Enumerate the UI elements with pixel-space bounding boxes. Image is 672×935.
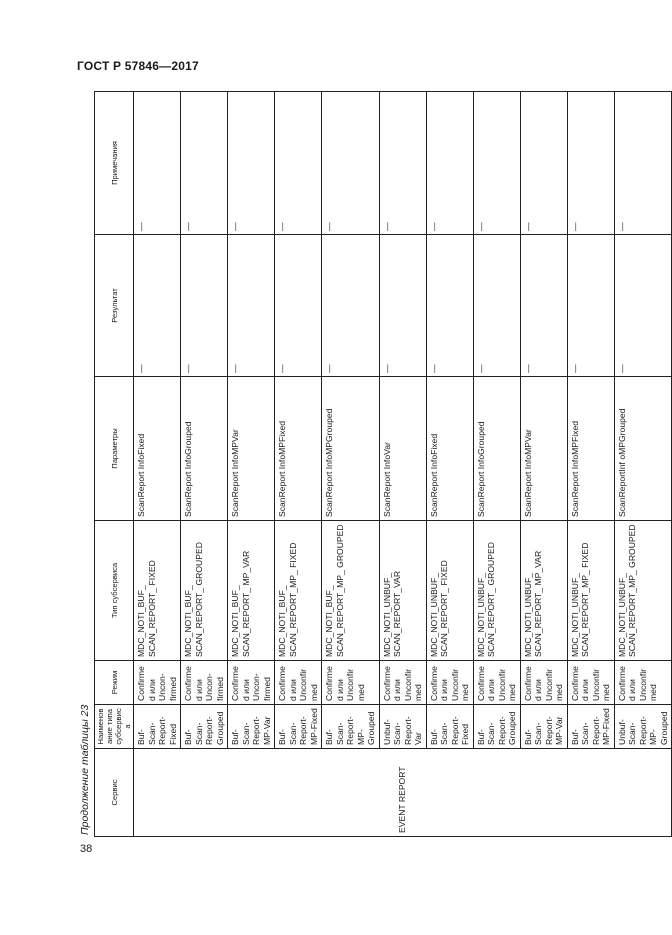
result-cell: — [322, 235, 380, 377]
table-row [322, 92, 380, 837]
subservice-name-cell: Buf-Scan-Report-MP-Fixed [567, 705, 614, 749]
subservice-name-cell: Buf-Scan-Report-MP-Grouped [322, 705, 380, 749]
parameters-cell: ScanReport InfoFixed [134, 377, 181, 521]
table-row [228, 92, 275, 837]
subservice-name-cell: Buf-Scan-Report-MP-Var [520, 705, 567, 749]
header-service: Сервис [95, 749, 134, 837]
table-row [379, 92, 426, 837]
header-mode: Режим [95, 661, 134, 705]
result-cell: — [426, 235, 473, 377]
page-number: 38 [80, 843, 93, 855]
service-cell: EVENT REPORT [134, 749, 672, 837]
subservice-type-cell: MDC_NOTI_BUF_ SCAN_REPORT_ FIXED [134, 521, 181, 661]
subservice-name-cell: Unbuf-Scan-Report-MP-Grouped [614, 705, 672, 749]
parameters-cell: ScanReport InfoFixed [426, 377, 473, 521]
notes-cell: — [275, 92, 322, 235]
header-subservice-name: Наименование типа субсервиса [95, 705, 134, 749]
parameters-cell: ScanReport InfoMPFixed [567, 377, 614, 521]
subservice-type-cell: MDC_NOTI_BUF_ SCAN_REPORT_MP_ FIXED [275, 521, 322, 661]
parameters-cell: ScanReport InfoGrouped [473, 377, 520, 521]
mode-cell: Confirmed или Unconfirmed [426, 661, 473, 705]
subservice-type-cell: MDC_NOTI_BUF_ SCAN_REPORT_ GROUPED [181, 521, 228, 661]
table-row [473, 92, 520, 837]
notes-cell: — [228, 92, 275, 235]
header-subservice-type: Тип субсервиса [95, 521, 134, 661]
subservice-type-cell: MDC_NOTI_BUF_ SCAN_REPORT_MP_ GROUPED [322, 521, 380, 661]
subservice-type-cell: MDC_NOTI_UNBUF_ SCAN_REPORT_VAR [379, 521, 426, 661]
table-row [426, 92, 473, 837]
service-table [94, 91, 672, 837]
mode-cell: Confirmed или Unconfirmed [275, 661, 322, 705]
notes-cell: — [322, 92, 380, 235]
table-row [520, 92, 567, 837]
subservice-type-cell: MDC_NOTI_UNBUF_ SCAN_REPORT_MP_ FIXED [567, 521, 614, 661]
table-row [275, 92, 322, 837]
result-cell: — [614, 235, 672, 377]
table-body [134, 92, 672, 837]
subservice-name-cell: Unbuf-Scan-Report-Var [379, 705, 426, 749]
subservice-name-cell: Buf-Scan-Report-MP-Var [228, 705, 275, 749]
notes-cell: — [614, 92, 672, 235]
mode-cell: Confirmed или Unconfirmed [322, 661, 380, 705]
result-cell: — [379, 235, 426, 377]
subservice-name-cell: Buf-Scan-Report-Grouped [181, 705, 228, 749]
parameters-cell: ScanReport InfoGrouped [181, 377, 228, 521]
notes-cell: — [379, 92, 426, 235]
document-header: ГОСТ Р 57846—2017 [77, 59, 199, 73]
result-cell: — [181, 235, 228, 377]
notes-cell: — [134, 92, 181, 235]
mode-cell: Confirmed или Unconfirmed [520, 661, 567, 705]
table-caption: Продолжение таблицы 23 [79, 704, 91, 835]
subservice-type-cell: MDC_NOTI_UNBUF_ SCAN_REPORT_ FIXED [426, 521, 473, 661]
result-cell: — [134, 235, 181, 377]
table-row [567, 92, 614, 837]
parameters-cell: ScanReport InfoVar [379, 377, 426, 521]
notes-cell: — [567, 92, 614, 235]
mode-cell: Confirmed или Unconfirmed [567, 661, 614, 705]
subservice-name-cell: Buf-Scan-Report-Fixed [426, 705, 473, 749]
result-cell: — [567, 235, 614, 377]
notes-cell: — [473, 92, 520, 235]
mode-cell: Confirmed или Uncon-firmed [134, 661, 181, 705]
subservice-type-cell: MDC_NOTI_UNBUF_ SCAN_REPORT_MP_ GROUPED [614, 521, 672, 661]
subservice-name-cell: Buf-Scan-Report-Fixed [134, 705, 181, 749]
subservice-name-cell: Buf-Scan-Report-Grouped [473, 705, 520, 749]
header-notes: Примечания [95, 92, 134, 235]
subservice-name-cell: Buf-Scan-Report-MP-Fixed [275, 705, 322, 749]
result-cell: — [228, 235, 275, 377]
mode-cell: Confirmed или Unconfirmed [379, 661, 426, 705]
table-row [614, 92, 672, 837]
mode-cell: Confirmed или Uncon-firmed [181, 661, 228, 705]
result-cell: — [473, 235, 520, 377]
parameters-cell: ScanReport InfoMPGrouped [322, 377, 380, 521]
mode-cell: Confirmed или Uncon-firmed [228, 661, 275, 705]
table-row [181, 92, 228, 837]
result-cell: — [520, 235, 567, 377]
parameters-cell: ScanReport InfoMPVar [228, 377, 275, 521]
header-parameters: Параметры [95, 377, 134, 521]
parameters-cell: ScanReportInf oMPGrouped [614, 377, 672, 521]
rotated-table-block [77, 92, 669, 837]
parameters-cell: ScanReport InfoMPVar [520, 377, 567, 521]
table-row [134, 92, 181, 837]
notes-cell: — [520, 92, 567, 235]
mode-cell: Confirmed или Unconfirmed [473, 661, 520, 705]
parameters-cell: ScanReport InfoMPFixed [275, 377, 322, 521]
subservice-type-cell: MDC_NOTI_BUF_ SCAN_REPORT_ MP_VAR [228, 521, 275, 661]
table-header-row [95, 92, 134, 837]
notes-cell: — [426, 92, 473, 235]
subservice-type-cell: MDC_NOTI_UNBUF_ SCAN_REPORT_ MP_VAR [520, 521, 567, 661]
notes-cell: — [181, 92, 228, 235]
header-result: Результат [95, 235, 134, 377]
subservice-type-cell: MDC_NOTI_UNBUF_ SCAN_REPORT_ GROUPED [473, 521, 520, 661]
mode-cell: Confirmed или Unconfirmed [614, 661, 672, 705]
result-cell: — [275, 235, 322, 377]
